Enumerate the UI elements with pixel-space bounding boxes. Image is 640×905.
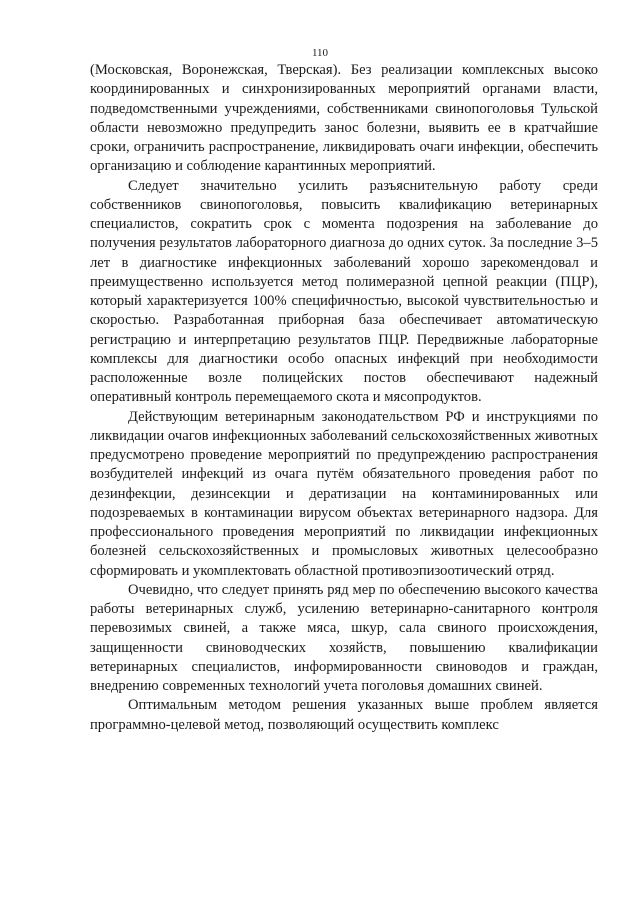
body-text xyxy=(90,61,598,735)
paragraph-3: Действующим ветеринарным законодательством РФ и инструкциями по ликвидации очагов инфекционных заболеваний сельскохозяйственных животных предусмотрено проведение мероприятий по предупреждению распространения возбудителей инфекций из очага путём обязательного проведения работ по дезинфекции, дезинсекции и дератизации на контаминированных или подозреваемых в контаминации вирусом объектах ветеринарного надзора. Для профессионального проведения мероприятий по ликвидации инфекционных болезней сельскохозяйственных и промысловых животных целесообразно сформировать и укомплектовать областной противоэпизоотический отряд. xyxy=(90,408,598,579)
paragraph-5: Оптимальным методом решения указанных выше проблем является программно-целевой метод, позволяющий осуществить комплекс xyxy=(90,697,598,733)
page-number: 110 xyxy=(311,47,329,59)
paragraph-1: (Московская, Воронежская, Тверская). Без реализации комплексных высоко координированных и синхронизированных мероприятий органами власти, подведомственными учреждениями, собственниками свинопоголовья Тульской области невозможно предупредить занос болезни, выявить ее в кратчайшие сроки, ограничить распространение, ликвидировать очаги инфекции, обеспечить организацию и соблюдение карантинных мероприятий. xyxy=(90,62,598,175)
paragraph-4: Очевидно, что следует принять ряд мер по обеспечению высокого качества работы ветеринарных служб, усилению ветеринарно-санитарного контроля перевозимых свиней, а также мяса, шкур, сала свиного происхождения, защищенности свиноводческих хозяйств, повышению квалификации ветеринарных специалистов, информированности свиноводов и граждан, внедрению современных технологий учета поголовья домашних свиней. xyxy=(90,581,598,694)
paragraph-2: Следует значительно усилить разъяснительную работу среди собственников свинопоголовья, повысить квалификацию ветеринарных специалистов, сократить срок с момента подозрения на заболевание до получения результатов лабораторного диагноза до одних суток. За последние 3–5 лет в диагностике инфекционных заболеваний хорошо зарекомендовал и преимущественно используется метод полимеразной цепной реакции (ПЦР), который характеризуется 100% специфичностью, высокой чувствительностью и скоростью. Разработанная приборная база обеспечивает автоматическую регистрацию и интерпретацию результатов ПЦР. Передвижные лабораторные комплексы для диагностики особо опасных инфекций при необходимости расположенные возле полицейских постов обеспечивают надежный оперативный контроль перемещаемого скота и мясопродуктов. xyxy=(90,177,598,406)
